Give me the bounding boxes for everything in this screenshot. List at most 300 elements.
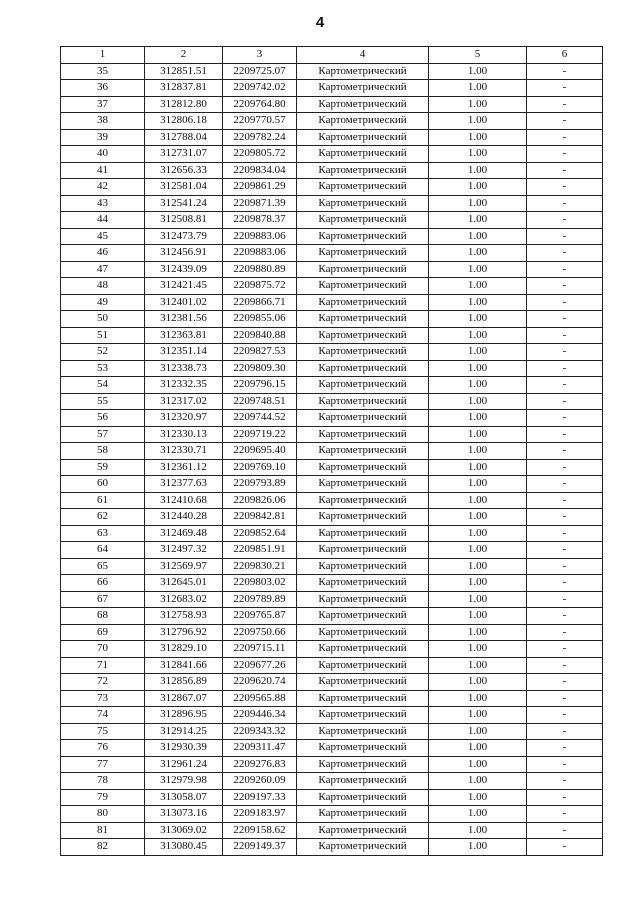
table-row: [61, 443, 603, 460]
x-coordinate-cell: 312351.14: [145, 344, 223, 361]
note-cell: -: [527, 393, 603, 410]
y-coordinate-cell: 2209748.51: [223, 393, 297, 410]
note-cell: -: [527, 80, 603, 97]
accuracy-cell: 1.00: [429, 179, 527, 196]
point-number-cell: 68: [61, 608, 145, 625]
method-cell: Картометрический: [297, 641, 429, 658]
x-coordinate-cell: 312841.66: [145, 657, 223, 674]
method-cell: Картометрический: [297, 476, 429, 493]
x-coordinate-cell: 313058.07: [145, 789, 223, 806]
note-cell: -: [527, 327, 603, 344]
point-number-cell: 57: [61, 426, 145, 443]
accuracy-cell: 1.00: [429, 195, 527, 212]
table-row: [61, 96, 603, 113]
accuracy-cell: 1.00: [429, 624, 527, 641]
table-row: [61, 591, 603, 608]
method-cell: Картометрический: [297, 509, 429, 526]
x-coordinate-cell: 312456.91: [145, 245, 223, 262]
accuracy-cell: 1.00: [429, 410, 527, 427]
point-number-cell: 37: [61, 96, 145, 113]
point-number-cell: 79: [61, 789, 145, 806]
accuracy-cell: 1.00: [429, 806, 527, 823]
x-coordinate-cell: 312317.02: [145, 393, 223, 410]
x-coordinate-cell: 312320.97: [145, 410, 223, 427]
table-row: [61, 839, 603, 856]
accuracy-cell: 1.00: [429, 591, 527, 608]
table-row: [61, 146, 603, 163]
point-number-cell: 64: [61, 542, 145, 559]
accuracy-cell: 1.00: [429, 492, 527, 509]
table-row: [61, 179, 603, 196]
accuracy-cell: 1.00: [429, 426, 527, 443]
header-row: [61, 47, 603, 64]
column-header: 4: [297, 47, 429, 64]
table-row: [61, 426, 603, 443]
point-number-cell: 39: [61, 129, 145, 146]
point-number-cell: 52: [61, 344, 145, 361]
x-coordinate-cell: 312788.04: [145, 129, 223, 146]
y-coordinate-cell: 2209695.40: [223, 443, 297, 460]
point-number-cell: 81: [61, 822, 145, 839]
y-coordinate-cell: 2209276.83: [223, 756, 297, 773]
note-cell: -: [527, 558, 603, 575]
accuracy-cell: 1.00: [429, 690, 527, 707]
accuracy-cell: 1.00: [429, 63, 527, 80]
table-row: [61, 575, 603, 592]
accuracy-cell: 1.00: [429, 707, 527, 724]
table-row: [61, 822, 603, 839]
x-coordinate-cell: 312930.39: [145, 740, 223, 757]
y-coordinate-cell: 2209765.87: [223, 608, 297, 625]
note-cell: -: [527, 740, 603, 757]
x-coordinate-cell: 312361.12: [145, 459, 223, 476]
accuracy-cell: 1.00: [429, 146, 527, 163]
x-coordinate-cell: 312497.32: [145, 542, 223, 559]
note-cell: -: [527, 756, 603, 773]
method-cell: Картометрический: [297, 245, 429, 262]
note-cell: -: [527, 542, 603, 559]
point-number-cell: 67: [61, 591, 145, 608]
method-cell: Картометрический: [297, 63, 429, 80]
method-cell: Картометрический: [297, 542, 429, 559]
note-cell: -: [527, 822, 603, 839]
point-number-cell: 61: [61, 492, 145, 509]
method-cell: Картометрический: [297, 113, 429, 130]
x-coordinate-cell: 312330.71: [145, 443, 223, 460]
method-cell: Картометрический: [297, 674, 429, 691]
point-number-cell: 82: [61, 839, 145, 856]
point-number-cell: 72: [61, 674, 145, 691]
y-coordinate-cell: 2209311.47: [223, 740, 297, 757]
table-row: [61, 113, 603, 130]
y-coordinate-cell: 2209158.62: [223, 822, 297, 839]
x-coordinate-cell: 312961.24: [145, 756, 223, 773]
note-cell: -: [527, 525, 603, 542]
point-number-cell: 71: [61, 657, 145, 674]
point-number-cell: 44: [61, 212, 145, 229]
point-number-cell: 50: [61, 311, 145, 328]
point-number-cell: 53: [61, 360, 145, 377]
accuracy-cell: 1.00: [429, 459, 527, 476]
table-row: [61, 690, 603, 707]
y-coordinate-cell: 2209855.06: [223, 311, 297, 328]
accuracy-cell: 1.00: [429, 162, 527, 179]
method-cell: Картометрический: [297, 278, 429, 295]
x-coordinate-cell: 312837.81: [145, 80, 223, 97]
method-cell: Картометрический: [297, 179, 429, 196]
point-number-cell: 65: [61, 558, 145, 575]
point-number-cell: 45: [61, 228, 145, 245]
note-cell: -: [527, 228, 603, 245]
point-number-cell: 51: [61, 327, 145, 344]
table-row: [61, 806, 603, 823]
table-body: [61, 63, 603, 855]
note-cell: -: [527, 674, 603, 691]
accuracy-cell: 1.00: [429, 674, 527, 691]
y-coordinate-cell: 2209796.15: [223, 377, 297, 394]
note-cell: -: [527, 723, 603, 740]
x-coordinate-cell: 312731.07: [145, 146, 223, 163]
table-row: [61, 377, 603, 394]
table-row: [61, 129, 603, 146]
y-coordinate-cell: 2209742.02: [223, 80, 297, 97]
x-coordinate-cell: 312796.92: [145, 624, 223, 641]
note-cell: -: [527, 360, 603, 377]
note-cell: -: [527, 162, 603, 179]
accuracy-cell: 1.00: [429, 558, 527, 575]
accuracy-cell: 1.00: [429, 113, 527, 130]
x-coordinate-cell: 312381.56: [145, 311, 223, 328]
table-row: [61, 674, 603, 691]
table-row: [61, 410, 603, 427]
note-cell: -: [527, 344, 603, 361]
x-coordinate-cell: 313080.45: [145, 839, 223, 856]
x-coordinate-cell: 312851.51: [145, 63, 223, 80]
point-number-cell: 43: [61, 195, 145, 212]
x-coordinate-cell: 312806.18: [145, 113, 223, 130]
table-row: [61, 344, 603, 361]
y-coordinate-cell: 2209803.02: [223, 575, 297, 592]
y-coordinate-cell: 2209769.10: [223, 459, 297, 476]
x-coordinate-cell: 312410.68: [145, 492, 223, 509]
accuracy-cell: 1.00: [429, 228, 527, 245]
y-coordinate-cell: 2209620.74: [223, 674, 297, 691]
accuracy-cell: 1.00: [429, 377, 527, 394]
accuracy-cell: 1.00: [429, 839, 527, 856]
note-cell: -: [527, 294, 603, 311]
method-cell: Картометрический: [297, 96, 429, 113]
table-row: [61, 228, 603, 245]
x-coordinate-cell: 312338.73: [145, 360, 223, 377]
y-coordinate-cell: 2209805.72: [223, 146, 297, 163]
method-cell: Картометрический: [297, 839, 429, 856]
accuracy-cell: 1.00: [429, 294, 527, 311]
note-cell: -: [527, 377, 603, 394]
y-coordinate-cell: 2209715.11: [223, 641, 297, 658]
accuracy-cell: 1.00: [429, 311, 527, 328]
accuracy-cell: 1.00: [429, 789, 527, 806]
method-cell: Картометрический: [297, 608, 429, 625]
x-coordinate-cell: 312440.28: [145, 509, 223, 526]
method-cell: Картометрический: [297, 261, 429, 278]
y-coordinate-cell: 2209260.09: [223, 773, 297, 790]
accuracy-cell: 1.00: [429, 740, 527, 757]
column-header: 1: [61, 47, 145, 64]
point-number-cell: 75: [61, 723, 145, 740]
x-coordinate-cell: 312508.81: [145, 212, 223, 229]
point-number-cell: 41: [61, 162, 145, 179]
note-cell: -: [527, 113, 603, 130]
coordinates-table: [60, 46, 603, 856]
note-cell: -: [527, 146, 603, 163]
method-cell: Картометрический: [297, 311, 429, 328]
x-coordinate-cell: 312683.02: [145, 591, 223, 608]
method-cell: Картометрический: [297, 443, 429, 460]
x-coordinate-cell: 312856.89: [145, 674, 223, 691]
column-header: 3: [223, 47, 297, 64]
table-row: [61, 707, 603, 724]
point-number-cell: 35: [61, 63, 145, 80]
note-cell: -: [527, 459, 603, 476]
method-cell: Картометрический: [297, 624, 429, 641]
point-number-cell: 80: [61, 806, 145, 823]
note-cell: -: [527, 410, 603, 427]
column-header: 2: [145, 47, 223, 64]
x-coordinate-cell: 312401.02: [145, 294, 223, 311]
column-header: 6: [527, 47, 603, 64]
y-coordinate-cell: 2209750.66: [223, 624, 297, 641]
table-header: [61, 47, 603, 64]
y-coordinate-cell: 2209851.91: [223, 542, 297, 559]
accuracy-cell: 1.00: [429, 773, 527, 790]
method-cell: Картометрический: [297, 756, 429, 773]
y-coordinate-cell: 2209782.24: [223, 129, 297, 146]
note-cell: -: [527, 509, 603, 526]
x-coordinate-cell: 312473.79: [145, 228, 223, 245]
method-cell: Картометрический: [297, 822, 429, 839]
method-cell: Картометрический: [297, 558, 429, 575]
table-row: [61, 509, 603, 526]
accuracy-cell: 1.00: [429, 575, 527, 592]
x-coordinate-cell: 312645.01: [145, 575, 223, 592]
method-cell: Картометрический: [297, 344, 429, 361]
table-row: [61, 476, 603, 493]
accuracy-cell: 1.00: [429, 393, 527, 410]
method-cell: Картометрический: [297, 525, 429, 542]
accuracy-cell: 1.00: [429, 723, 527, 740]
table-row: [61, 360, 603, 377]
method-cell: Картометрический: [297, 459, 429, 476]
point-number-cell: 62: [61, 509, 145, 526]
method-cell: Картометрический: [297, 657, 429, 674]
y-coordinate-cell: 2209149.37: [223, 839, 297, 856]
table-row: [61, 459, 603, 476]
accuracy-cell: 1.00: [429, 80, 527, 97]
method-cell: Картометрический: [297, 426, 429, 443]
y-coordinate-cell: 2209827.53: [223, 344, 297, 361]
y-coordinate-cell: 2209830.21: [223, 558, 297, 575]
note-cell: -: [527, 839, 603, 856]
note-cell: -: [527, 311, 603, 328]
x-coordinate-cell: 312896.95: [145, 707, 223, 724]
accuracy-cell: 1.00: [429, 96, 527, 113]
x-coordinate-cell: 312332.35: [145, 377, 223, 394]
method-cell: Картометрический: [297, 212, 429, 229]
y-coordinate-cell: 2209871.39: [223, 195, 297, 212]
method-cell: Картометрический: [297, 146, 429, 163]
note-cell: -: [527, 261, 603, 278]
table-row: [61, 294, 603, 311]
x-coordinate-cell: 312330.13: [145, 426, 223, 443]
x-coordinate-cell: 313073.16: [145, 806, 223, 823]
method-cell: Картометрический: [297, 327, 429, 344]
note-cell: -: [527, 690, 603, 707]
point-number-cell: 36: [61, 80, 145, 97]
x-coordinate-cell: 312867.07: [145, 690, 223, 707]
y-coordinate-cell: 2209840.88: [223, 327, 297, 344]
note-cell: -: [527, 96, 603, 113]
note-cell: -: [527, 624, 603, 641]
y-coordinate-cell: 2209842.81: [223, 509, 297, 526]
table-row: [61, 245, 603, 262]
accuracy-cell: 1.00: [429, 245, 527, 262]
method-cell: Картометрический: [297, 228, 429, 245]
x-coordinate-cell: 312979.98: [145, 773, 223, 790]
method-cell: Картометрический: [297, 377, 429, 394]
page-number: 4: [315, 14, 325, 31]
note-cell: -: [527, 608, 603, 625]
note-cell: -: [527, 476, 603, 493]
point-number-cell: 60: [61, 476, 145, 493]
table-row: [61, 657, 603, 674]
accuracy-cell: 1.00: [429, 641, 527, 658]
method-cell: Картометрический: [297, 410, 429, 427]
note-cell: -: [527, 179, 603, 196]
accuracy-cell: 1.00: [429, 657, 527, 674]
y-coordinate-cell: 2209770.57: [223, 113, 297, 130]
table-row: [61, 624, 603, 641]
y-coordinate-cell: 2209866.71: [223, 294, 297, 311]
y-coordinate-cell: 2209883.06: [223, 245, 297, 262]
method-cell: Картометрический: [297, 195, 429, 212]
note-cell: -: [527, 212, 603, 229]
method-cell: Картометрический: [297, 773, 429, 790]
note-cell: -: [527, 773, 603, 790]
x-coordinate-cell: 312914.25: [145, 723, 223, 740]
y-coordinate-cell: 2209793.89: [223, 476, 297, 493]
method-cell: Картометрический: [297, 575, 429, 592]
y-coordinate-cell: 2209861.29: [223, 179, 297, 196]
table-row: [61, 278, 603, 295]
note-cell: -: [527, 492, 603, 509]
accuracy-cell: 1.00: [429, 443, 527, 460]
x-coordinate-cell: 312439.09: [145, 261, 223, 278]
point-number-cell: 58: [61, 443, 145, 460]
y-coordinate-cell: 2209744.52: [223, 410, 297, 427]
method-cell: Картометрический: [297, 294, 429, 311]
y-coordinate-cell: 2209183.97: [223, 806, 297, 823]
note-cell: -: [527, 657, 603, 674]
y-coordinate-cell: 2209565.88: [223, 690, 297, 707]
column-header: 5: [429, 47, 527, 64]
method-cell: Картометрический: [297, 740, 429, 757]
note-cell: -: [527, 591, 603, 608]
table-row: [61, 608, 603, 625]
accuracy-cell: 1.00: [429, 327, 527, 344]
table-row: [61, 558, 603, 575]
x-coordinate-cell: 312829.10: [145, 641, 223, 658]
x-coordinate-cell: 312656.33: [145, 162, 223, 179]
point-number-cell: 66: [61, 575, 145, 592]
y-coordinate-cell: 2209719.22: [223, 426, 297, 443]
y-coordinate-cell: 2209852.64: [223, 525, 297, 542]
y-coordinate-cell: 2209725.07: [223, 63, 297, 80]
method-cell: Картометрический: [297, 80, 429, 97]
note-cell: -: [527, 641, 603, 658]
note-cell: -: [527, 426, 603, 443]
note-cell: -: [527, 789, 603, 806]
accuracy-cell: 1.00: [429, 608, 527, 625]
point-number-cell: 46: [61, 245, 145, 262]
accuracy-cell: 1.00: [429, 129, 527, 146]
table-row: [61, 212, 603, 229]
table-row: [61, 327, 603, 344]
method-cell: Картометрический: [297, 723, 429, 740]
table-row: [61, 80, 603, 97]
table-row: [61, 525, 603, 542]
method-cell: Картометрический: [297, 162, 429, 179]
x-coordinate-cell: 312363.81: [145, 327, 223, 344]
table-row: [61, 641, 603, 658]
accuracy-cell: 1.00: [429, 212, 527, 229]
point-number-cell: 69: [61, 624, 145, 641]
note-cell: -: [527, 575, 603, 592]
note-cell: -: [527, 707, 603, 724]
y-coordinate-cell: 2209677.26: [223, 657, 297, 674]
x-coordinate-cell: 312569.97: [145, 558, 223, 575]
x-coordinate-cell: 312377.63: [145, 476, 223, 493]
point-number-cell: 74: [61, 707, 145, 724]
y-coordinate-cell: 2209197.33: [223, 789, 297, 806]
point-number-cell: 54: [61, 377, 145, 394]
y-coordinate-cell: 2209343.32: [223, 723, 297, 740]
table-row: [61, 261, 603, 278]
note-cell: -: [527, 195, 603, 212]
table-row: [61, 63, 603, 80]
accuracy-cell: 1.00: [429, 261, 527, 278]
x-coordinate-cell: 312541.24: [145, 195, 223, 212]
table-row: [61, 162, 603, 179]
note-cell: -: [527, 245, 603, 262]
note-cell: -: [527, 443, 603, 460]
method-cell: Картометрический: [297, 360, 429, 377]
x-coordinate-cell: 312469.48: [145, 525, 223, 542]
point-number-cell: 55: [61, 393, 145, 410]
method-cell: Картометрический: [297, 129, 429, 146]
table-row: [61, 542, 603, 559]
note-cell: -: [527, 806, 603, 823]
table-row: [61, 492, 603, 509]
table-row: [61, 740, 603, 757]
point-number-cell: 59: [61, 459, 145, 476]
x-coordinate-cell: 312581.04: [145, 179, 223, 196]
point-number-cell: 47: [61, 261, 145, 278]
y-coordinate-cell: 2209826.06: [223, 492, 297, 509]
table-row: [61, 789, 603, 806]
accuracy-cell: 1.00: [429, 756, 527, 773]
table-row: [61, 311, 603, 328]
y-coordinate-cell: 2209834.04: [223, 162, 297, 179]
